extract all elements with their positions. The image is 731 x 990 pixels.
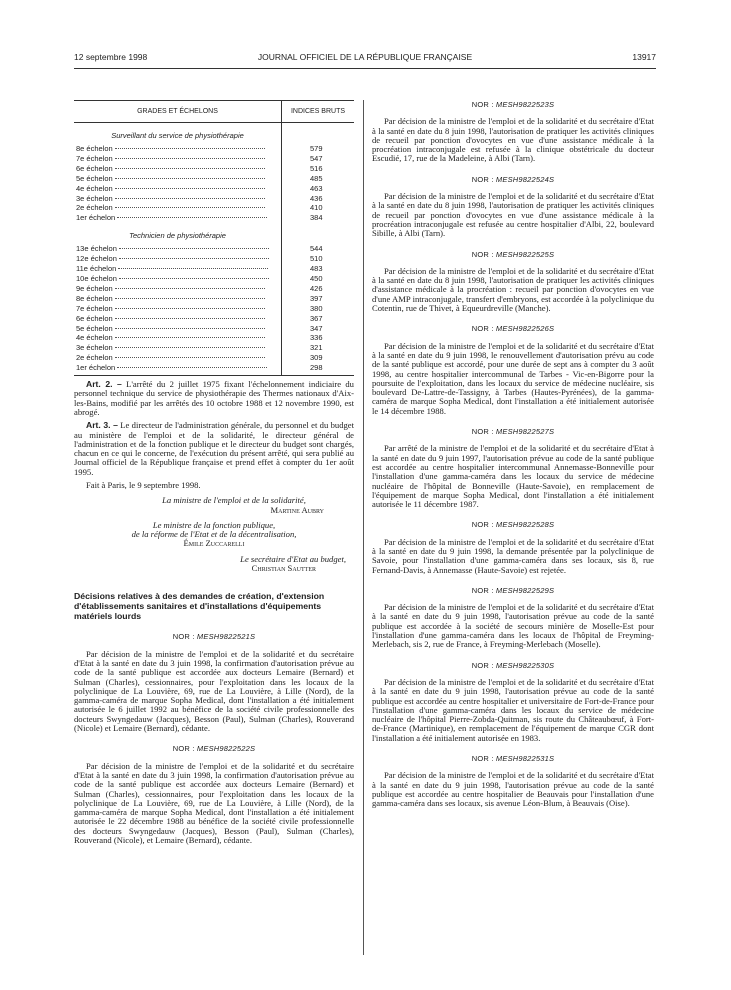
index-cell: 579 <box>310 144 323 153</box>
grade-label: 2e échelon <box>76 203 113 213</box>
grade-label: 2e échelon <box>76 353 113 363</box>
index-cell: 298 <box>282 363 355 375</box>
nor-reference <box>372 175 654 184</box>
leader-dots <box>117 367 267 368</box>
grade-cell <box>74 314 282 324</box>
nor-label: NOR : <box>471 324 494 334</box>
table-row <box>74 184 354 194</box>
signature-name: Christian Sautter <box>251 563 316 574</box>
grade-cell <box>74 244 282 254</box>
nor-reference <box>74 744 354 753</box>
table-row <box>74 274 354 284</box>
signature-date: Fait à Paris, le 9 septembre 1998. <box>86 480 201 490</box>
decision-text: Par décision de la ministre de l'emploi et de la solidarité et du secrétaire d'Etat à la santé en date du 8 juin 1998, l'autorisation de pratiquer les activités cliniques de recueil par ponction d'ovocytes en vue d'une assistance médicale à la procréation intraconjugale est refusée au centre hospitalier d'Albi, 22, boulevard Sibille, à Albi (Tarn). <box>372 191 654 239</box>
right-column <box>372 100 654 809</box>
index-cell: 544 <box>310 244 323 254</box>
nor-label: NOR : <box>471 427 494 437</box>
index-cell: 463 <box>310 183 323 193</box>
nor-code: MESH9822521S <box>196 632 256 642</box>
grade-label: 5e échelon <box>76 173 113 183</box>
decision-text: Par décision de la ministre de l'emploi et de la solidarité et du secrétaire d'Etat à la santé en date du 3 juin 1998, la confirmation d'autorisation prévue au code de la santé publique est accordée aux docteurs Lemaire (Bernard) et Sulman (Charles), cessionnaires, pour l'exploitation dans les locaux de la polyclinique de La Louvière, 69, rue de La Louvière, à Lille (Nord), de la gamma-caméra de marque Sopha Medical, dont l'installation a été initialement autorisée le 6 juillet 1992 au bénéfice de la société civile professionnelle des docteurs Swyngedauw (Jacques), Besson (Paul), Sulman (Charles), Rouverand (Nicole) et Lemaire (Bernard), cédante. <box>74 648 354 734</box>
grade-label: 7e échelon <box>76 153 113 163</box>
leader-dots <box>115 188 265 189</box>
section-title: Décisions relatives à des demandes de création, d'extension d'établissements sanitaires et d'installations d'équipements matériels lourds <box>74 591 325 622</box>
leader-dots <box>115 337 265 338</box>
nor-code: MESH9822527S <box>495 427 555 437</box>
col-header-grades: GRADES ET ÉCHELONS <box>74 101 282 123</box>
grade-cell <box>74 304 282 314</box>
grade-label: 4e échelon <box>76 183 113 193</box>
header-date: 12 septembre 1998 <box>74 52 148 62</box>
grade-label: 12e échelon <box>76 254 117 264</box>
index-cell: 397 <box>310 293 323 303</box>
leader-dots <box>119 248 269 249</box>
leader-dots <box>115 347 265 348</box>
leader-dots <box>119 258 269 259</box>
grade-label: 7e échelon <box>76 303 113 313</box>
index-cell: 380 <box>310 303 323 313</box>
index-cell: 367 <box>310 313 323 323</box>
nor-reference <box>372 100 654 109</box>
decision-text: Par décision de la ministre de l'emploi et de la solidarité et du secrétaire d'Etat à la santé en date du 9 juin 1998, l'autorisation prévue au code de la santé publique est accordée au centre hospitalier et universitaire de Fort-de-France pour l'installation d'une gamma-caméra dans les locaux du service de médecine nucléaire de l'hôpital Pierre-Zobda-Quitman, sis route du Châteaubœuf, à Fort-de-France (Martinique), en remplacement de l'équipement de marque CGR dont l'installation a été initialement autorisée en 1983. <box>372 676 654 743</box>
index-cell: 410 <box>310 203 323 213</box>
leader-dots <box>115 318 265 319</box>
nor-code: MESH9822529S <box>495 585 555 595</box>
nor-reference <box>372 520 654 529</box>
nor-code: MESH9822530S <box>495 660 555 670</box>
article-2 <box>74 380 354 417</box>
decision-text: Par décision de la ministre de l'emploi et de la solidarité et du secrétaire d'Etat à la santé en date du 9 juin 1998, la demande présentée par la polyclinique de Savoie, pour l'installation d'une gamma-caméra dans ses locaux, sis 8, rue Fernand-Davis, à Annemasse (Haute-Savoie) est rejetée. <box>372 536 654 575</box>
nor-reference <box>74 632 354 641</box>
table-row <box>74 363 354 375</box>
nor-label: NOR : <box>471 174 494 184</box>
header-journal-title: JOURNAL OFFICIEL DE LA RÉPUBLIQUE FRANÇAISE <box>257 52 473 62</box>
leader-dots <box>119 278 269 279</box>
grade-cell <box>74 294 282 304</box>
grade-cell <box>74 343 282 353</box>
grade-cell <box>74 213 282 223</box>
leader-dots <box>115 357 265 358</box>
signature-ministre-emploi <box>74 496 354 515</box>
nor-label: NOR : <box>471 100 494 109</box>
leader-dots <box>115 288 265 289</box>
table-row <box>74 144 354 154</box>
grade-label: 6e échelon <box>76 313 113 323</box>
nor-reference <box>372 661 654 670</box>
index-cell: 516 <box>310 163 323 173</box>
table-section-title: Surveillant du service de physiothérapie <box>74 123 282 145</box>
index-cell: 485 <box>310 173 323 183</box>
table-row <box>74 353 354 363</box>
index-cell: 336 <box>310 333 323 343</box>
table-row <box>74 333 354 343</box>
index-cell: 510 <box>310 254 323 264</box>
grade-label: 13e échelon <box>76 244 117 254</box>
nor-reference <box>372 324 654 333</box>
table-row <box>74 284 354 294</box>
table-row <box>74 164 354 174</box>
index-cell: 436 <box>310 193 323 203</box>
signature-title: La ministre de l'emploi et de la solidarité, <box>162 495 306 506</box>
indices-table <box>74 100 354 376</box>
nor-code: MESH9822522S <box>196 744 256 754</box>
grade-cell <box>74 333 282 343</box>
signature-secretaire-budget <box>74 555 354 574</box>
nor-reference <box>372 427 654 436</box>
header-rule <box>74 68 656 69</box>
index-cell: 347 <box>310 323 323 333</box>
index-cell: 321 <box>310 343 323 353</box>
page-header <box>74 52 656 66</box>
table-row <box>74 343 354 353</box>
nor-reference <box>372 250 654 259</box>
table-row <box>74 294 354 304</box>
article-3 <box>74 421 354 477</box>
grade-cell <box>74 254 282 264</box>
grade-label: 5e échelon <box>76 323 113 333</box>
nor-code: MESH9822525S <box>495 249 555 259</box>
grade-label: 6e échelon <box>76 163 113 173</box>
table-row <box>74 174 354 184</box>
table-row <box>74 194 354 204</box>
table-section-row <box>74 223 354 244</box>
article-3-label: Art. 3. – <box>86 420 118 431</box>
signature-title: Le secrétaire d'Etat au budget, <box>240 553 346 564</box>
leader-dots <box>115 168 265 169</box>
column-divider <box>363 100 364 955</box>
leader-dots <box>118 268 268 269</box>
grade-cell <box>74 184 282 194</box>
grade-cell <box>74 164 282 174</box>
leader-dots <box>115 148 265 149</box>
table-row <box>74 154 354 164</box>
grade-label: 11e échelon <box>76 264 117 274</box>
index-cell: 450 <box>310 273 323 283</box>
signatures <box>74 496 354 573</box>
index-cell: 426 <box>310 283 323 293</box>
article-2-text: L'arrêté du 2 juillet 1975 fixant l'échelonnement indiciaire du personnel technique du service de physiothérapie des Thermes nationaux d'Aix-les-Bains, modifié par les arrêtés des 10 octobre 1988 et 12 novembre 1990, est abrogé. <box>74 379 354 417</box>
grade-cell <box>74 264 282 274</box>
grade-cell <box>74 353 282 363</box>
grade-label: 1er échelon <box>76 213 116 223</box>
grade-label: 10e échelon <box>76 273 117 283</box>
decision-text: Par décision de la ministre de l'emploi et de la solidarité et du secrétaire d'Etat à la santé en date du 8 juin 1998, l'autorisation de pratiquer les activités cliniques de recueil par ponction d'ovocytes en vue d'une assistance médicale à la procréation intraconjugale est refusée à la clinique obstétricale du docteur Escudié, 17, rue de la Madeleine, à Albi (Tarn). <box>372 116 654 164</box>
grade-cell <box>74 194 282 204</box>
nor-label: NOR : <box>172 744 195 754</box>
grade-cell <box>74 284 282 294</box>
grade-label: 8e échelon <box>76 144 113 153</box>
nor-label: NOR : <box>471 585 494 595</box>
leader-dots <box>115 198 265 199</box>
grade-label: 4e échelon <box>76 333 113 343</box>
nor-label: NOR : <box>471 660 494 670</box>
index-cell: 483 <box>310 264 323 274</box>
table-section-title: Technicien de physiothérapie <box>74 223 282 244</box>
grade-cell <box>74 174 282 184</box>
leader-dots <box>117 217 267 218</box>
grade-label: 3e échelon <box>76 343 113 353</box>
signature-title: de la réforme de l'Etat et de la décentralisation, <box>131 529 297 540</box>
leader-dots <box>115 207 265 208</box>
left-column <box>74 100 354 845</box>
decision-text: Par décision de la ministre de l'emploi et de la solidarité et du secrétaire d'Etat à la santé en date du 9 juin 1998, le renouvellement d'autorisation prévu au code de la santé publique est accordé, pour une durée de sept ans à compter du 3 août 1998, au centre hospitalier intercommunal de Tarbes - Vic-en-Bigorre pour la poursuite de l'exploitation, dans les locaux du service de médecine nucléaire, sis boulevard De-Lattre-de-Tassigny, à Tarbes (Hautes-Pyrénées), de la gamma-caméra de marque Sopha Medical, dont l'installation a été initialement autorisée le 14 décembre 1988. <box>372 340 654 416</box>
leader-dots <box>115 308 265 309</box>
grade-label: 1er échelon <box>76 363 116 373</box>
grade-label: 9e échelon <box>76 283 113 293</box>
grade-cell <box>74 154 282 164</box>
grade-cell <box>74 363 282 375</box>
decisions-right <box>372 100 654 809</box>
decision-text: Par décision de la ministre de l'emploi et de la solidarité et du secrétaire d'Etat à la santé en date du 9 juin 1998, l'autorisation prévue au code de la santé publique est accordée au centre hospitalier de Beauvais pour l'installation d'une gamma-caméra dans ses locaux, sis avenue Léon-Blum, à Beauvais (Oise). <box>372 770 654 809</box>
nor-code: MESH9822528S <box>495 520 555 530</box>
nor-code: MESH9822524S <box>495 174 555 184</box>
grade-label: 8e échelon <box>76 293 113 303</box>
leader-dots <box>115 178 265 179</box>
grade-cell <box>74 274 282 284</box>
col-header-indices: INDICES BRUTS <box>282 101 355 123</box>
leader-dots <box>115 328 265 329</box>
table-row <box>74 254 354 264</box>
nor-label: NOR : <box>172 632 195 642</box>
decisions-left <box>74 632 354 845</box>
nor-reference <box>372 754 654 763</box>
decision-text: Par arrêté de la ministre de l'emploi et de la solidarité et du secrétaire d'Etat à la santé en date du 9 juin 1997, l'autorisation prévue au code de la santé publique est accordée au centre hospitalier intercommunal Annemasse-Bonneville pour l'installation d'une gamma-caméra dans les locaux du service de médecine nucléaire de l'hôpital de Bonneville (Haute-Savoie), en remplacement de l'équipement de marque Sopha Medical, dont l'installation a été initialement autorisée le 11 décembre 1987. <box>372 443 654 510</box>
nor-code: MESH9822531S <box>495 754 555 764</box>
header-page-number: 13917 <box>632 52 656 62</box>
nor-reference <box>372 586 654 595</box>
decision-text: Par décision de la ministre de l'emploi et de la solidarité et du secrétaire d'Etat à la santé en date du 3 juin 1998, la confirmation d'autorisation prévue au code de la santé publique est accordée aux docteurs Lemaire (Bernard) et Sulman (Charles), cessionnaires, pour l'exploitation dans les locaux de la polyclinique de La Louvière, 69, rue de La Louvière, à Lille (Nord), de la gamma-caméra de marque Sopha Medical, dont l'installation a été initialement autorisée le 22 décembre 1988 au bénéfice de la société civile professionnelle des docteurs Swyngedauw (Jacques), Besson (Paul), Sulman (Charles), Rouverand (Nicole), et Lemaire (Bernard), cédante. <box>74 760 354 846</box>
index-cell: 547 <box>310 153 323 163</box>
decision-text: Par décision de la ministre de l'emploi et de la solidarité et du secrétaire d'Etat à la santé en date du 9 juin 1998, l'autorisation prévue au code de la santé publique est accordée à la société de secours minière de Moselle-Est pour l'installation d'une gamma-caméra dans les locaux de l'hôpital de Freyming-Merlebach, sis 2, rue de France, à Freyming-Merlebach (Moselle). <box>372 602 654 650</box>
nor-label: NOR : <box>471 754 494 764</box>
leader-dots <box>115 298 265 299</box>
signature-title: Le ministre de la fonction publique, <box>152 519 276 530</box>
nor-label: NOR : <box>471 520 494 530</box>
index-cell: 309 <box>310 353 323 363</box>
grade-cell <box>74 203 282 213</box>
article-2-label: Art. 2. – <box>86 379 122 390</box>
signature-ministre-fonction-publique <box>74 521 354 549</box>
nor-code: MESH9822526S <box>495 324 555 334</box>
table-row <box>74 314 354 324</box>
table-row <box>74 264 354 274</box>
nor-label: NOR : <box>471 249 494 259</box>
table-row <box>74 244 354 254</box>
signature-name: Martine Aubry <box>270 504 324 515</box>
table-row <box>74 203 354 213</box>
table-row <box>74 304 354 314</box>
grade-cell <box>74 324 282 334</box>
leader-dots <box>115 158 265 159</box>
article-3-text: Le directeur de l'administration générale, du personnel et du budget au ministère de l'emploi et de la solidarité, le directeur général de l'administration et de la fonction publique et le directeur du budget sont chargés, chacun en ce qui le concerne, de l'exécution du présent arrêté, qui sera publié au Journal officiel de la République française et prend effet à compter du 1er août 1995. <box>74 420 354 477</box>
grade-cell <box>74 144 282 154</box>
table-row <box>74 324 354 334</box>
decision-text: Par décision de la ministre de l'emploi et de la solidarité et du secrétaire d'Etat à la santé en date du 8 juin 1998, l'autorisation de pratiquer les activités cliniques d'assistance médicale à la procréation : recueil par ponction d'ovocytes en vue d'une AMP intraconjugale, transfert d'embryons, est accordée à la polyclinique du Cotentin, rue de Thivet, à Equeurdreville (Manche). <box>372 265 654 314</box>
signature-name: Émile Zuccarelli <box>183 538 245 549</box>
index-cell: 384 <box>310 213 323 223</box>
table-row <box>74 213 354 223</box>
nor-code: MESH9822523S <box>495 100 555 109</box>
grade-label: 3e échelon <box>76 193 113 203</box>
